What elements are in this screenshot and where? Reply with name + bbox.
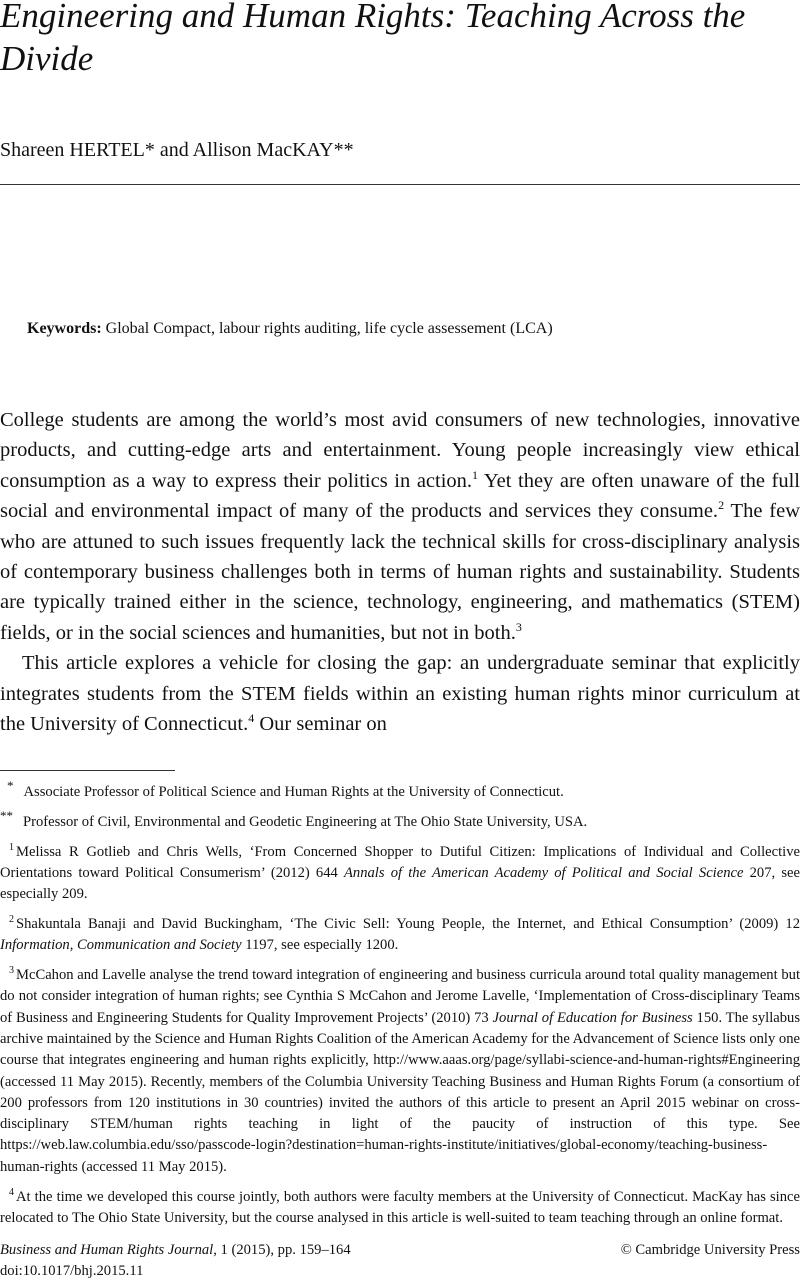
author-line: Shareen HERTEL* and Allison MacKAY** [0, 139, 354, 161]
footnote-text: 150. The syllabus archive maintained by the Science and Human Rights Coalition of the American Academy for the Advancement of Science lists only one course that integrates engineering and human rights explicitly, http://www.aaas.org/page/syllabi-science-and-human-rights#Engineering (accessed 11 May 2015). Recently, members of the Columbia University Teaching Business and Human Rights Forum (a consortium of 200 professors from 120 institutions in 30 countries) invited the authors of this article to present an April 2015 webinar on cross-disciplinary STEM/human rights teaching in light of the paucity of instruction of this type. See https://web.law.columbia.edu/sso/passcode-login?destination=human-rights-institute/initiatives/global-economy/teaching-business-human-rights (accessed 11 May 2015). [0, 1009, 800, 1175]
footer-publisher: © Cambridge University Press [620, 1242, 800, 1258]
footer-citation [0, 1240, 351, 1282]
footnote-text: Associate Professor of Political Science and Human Rights at the University of Connecticut. [23, 784, 564, 800]
footnote-text: Melissa R Gotlieb and Chris Wells, ‘From Concerned Shopper to Dutiful Citizen: Implications of Individual and Collective Orientations toward Political Consumerism’ (2012) 644 [0, 843, 800, 881]
footnote-mark: 4 [9, 1186, 14, 1198]
footnote-text: At the time we developed this course jointly, both authors were faculty members at the University of Connecticut. MacKay has since relocated to The Ohio State University, but the course analysed in this article is well-suited to team teaching through an online format. [0, 1188, 800, 1226]
footnote-1 [0, 842, 800, 906]
body-text: Yet they are often unaware of the full social and environmental impact of many of the products and services they consume. [0, 469, 800, 523]
footnotes [0, 778, 800, 1238]
footnote-4 [0, 1187, 800, 1230]
header-divider [0, 184, 800, 185]
body-text: The few who are attuned to such issues frequently lack the technical skills for cross-disciplinary analysis of contemporary business challenges both in terms of human rights and sustainability. Students are typically trained either in the science, technology, engineering, and mathematics (STEM) fields, or in the social sciences and humanities, but not in both. [0, 500, 800, 644]
body-text: College students are among the world’s most avid consumers of new technologies, innovative products, and cutting-edge arts and entertainment. Young people increasingly view ethical consumption as a way to express their politics in action. [0, 409, 800, 492]
footnote-ref-3[interactable]: 3 [515, 620, 522, 635]
footnote-text: Shakuntala Banaji and David Buckingham, ‘The Civic Sell: Young People, the Internet, and Ethical Consumption’ (2009) 12 [16, 915, 800, 932]
body-text: Our seminar on [254, 713, 387, 736]
footnote-3 [0, 965, 800, 1178]
footnote-mark: 2 [9, 914, 14, 926]
footnote-ref-2[interactable]: 2 [718, 498, 725, 513]
body-paragraph-2 [0, 648, 800, 739]
keywords-line [27, 318, 553, 340]
footnote-mark: * [7, 778, 14, 794]
body-text: This article explores a vehicle for closing the gap: an undergraduate seminar that explicitly integrates students from the STEM fields within an existing human rights minor curriculum at the University of Connecticut. [0, 652, 800, 736]
footnote-text: Professor of Civil, Environmental and Geodetic Engineering at The Ohio State University, USA. [23, 813, 588, 830]
footnote-journal-title: Information, Communication and Society [0, 937, 242, 954]
footnote-mark: ** [0, 807, 13, 823]
footnote-2 [0, 914, 800, 957]
footnote-text: 1197, see especially 1200. [241, 937, 399, 954]
footnote-journal-title: Annals of the American Academy of Political and Social Science [343, 864, 744, 881]
footnote-divider [0, 770, 175, 771]
footnote-ref-1[interactable]: 1 [472, 467, 479, 482]
article-title: Engineering and Human Rights: Teaching Across the Divide [0, 0, 746, 78]
footnote-ref-4[interactable]: 4 [248, 711, 255, 726]
body-paragraph-1 [0, 405, 800, 648]
footer-journal: Business and Human Rights Journal [0, 1242, 214, 1258]
article-body [0, 405, 800, 739]
footnote-text: McCahon and Lavelle analyse the trend toward integration of engineering and business curricula around total quality management but do not consider integration of human rights; see Cynthia S McCahon and Jerome Lavelle, ‘Implementation of Cross-disciplinary Teams of Business and Engineering Students for Quality Improvement Projects’ (2010) 73 [0, 967, 800, 1026]
footnote-text: 207, see especially 209. [0, 864, 800, 903]
footer-doi[interactable]: doi:10.1017/bhj.2015.11 [0, 1263, 144, 1279]
footnote-mark: 1 [9, 841, 14, 853]
keywords-text: Global Compact, labour rights auditing, life cycle assessement (LCA) [105, 320, 553, 337]
keywords-label: Keywords: [27, 320, 102, 337]
footnote-mark: 3 [9, 965, 14, 977]
footnote-star [0, 778, 800, 803]
footnote-journal-title: Journal of Education for Business [492, 1009, 693, 1026]
footnote-double-star [0, 807, 800, 833]
footer-volume: , 1 (2015), pp. 159–164 [213, 1242, 351, 1258]
